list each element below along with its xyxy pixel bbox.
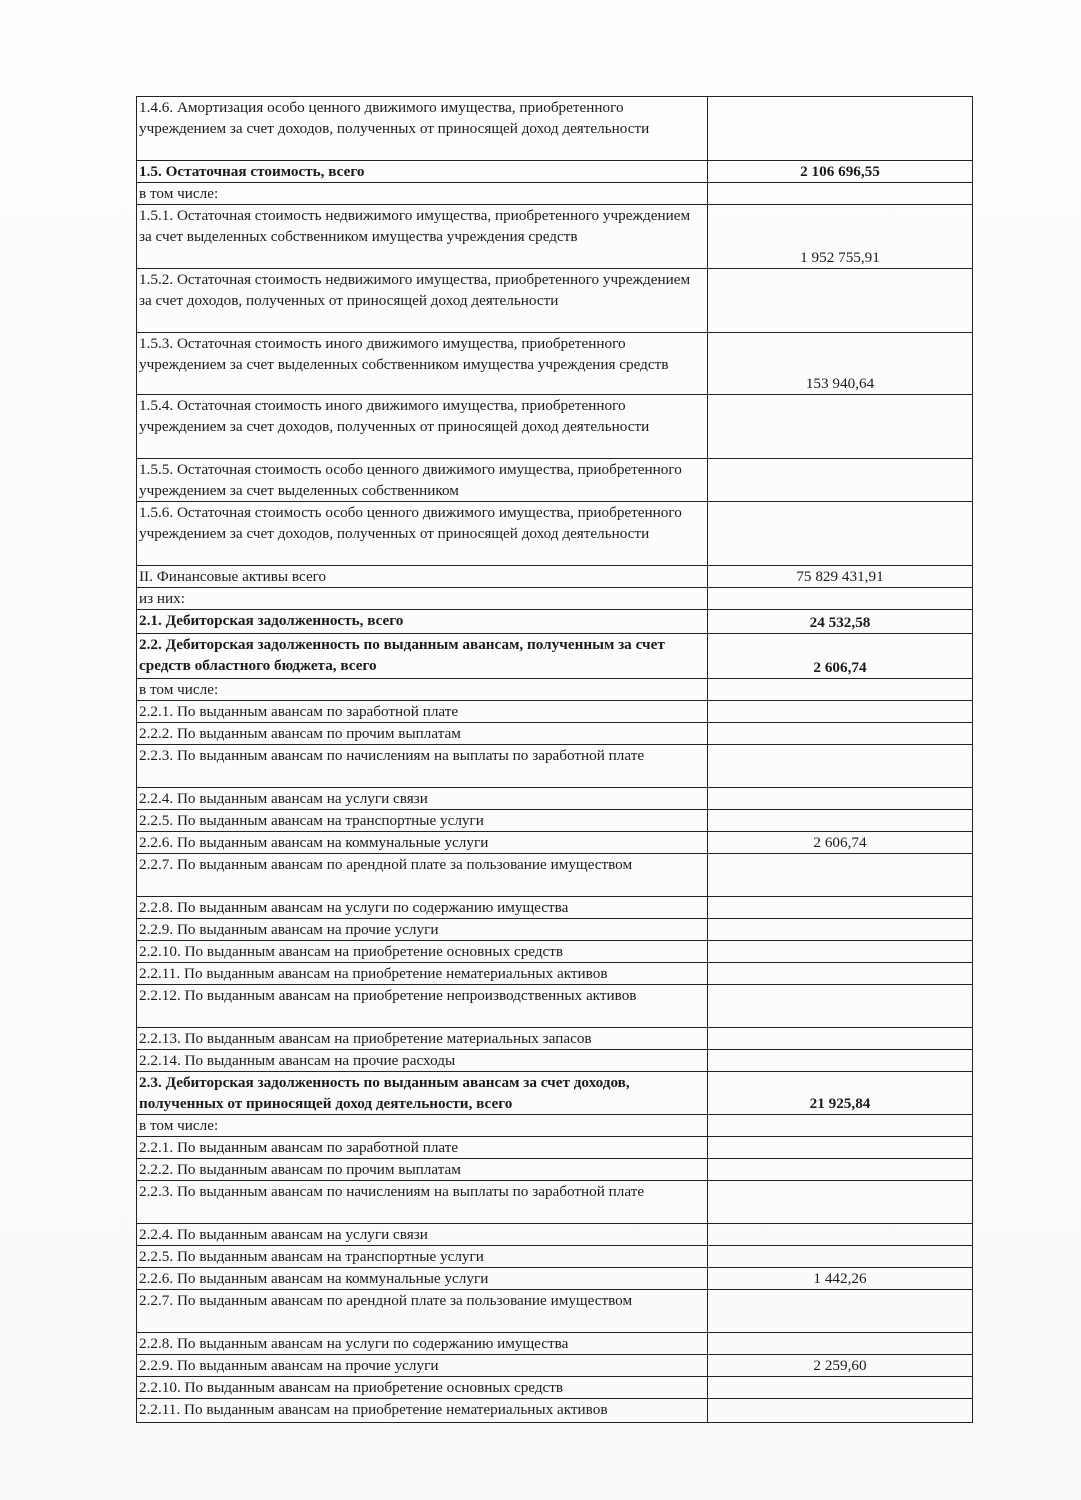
row-value: 2 606,74 bbox=[813, 659, 867, 676]
row-label: из них: bbox=[139, 590, 185, 607]
row-value-cell bbox=[708, 788, 973, 810]
row-label: в том числе: bbox=[139, 1117, 219, 1134]
row-label-cell bbox=[137, 1050, 708, 1072]
table-row bbox=[137, 502, 973, 566]
row-label-cell bbox=[137, 941, 708, 963]
table-row bbox=[137, 395, 973, 459]
table-row bbox=[137, 1115, 973, 1137]
row-value: 21 925,84 bbox=[809, 1095, 871, 1112]
row-value-cell bbox=[708, 1399, 973, 1423]
row-label: 2.2.7. По выданным авансам по арендной плате за пользование имуществом bbox=[139, 1292, 633, 1309]
row-value-cell bbox=[708, 1159, 973, 1181]
row-label: 2.2. Дебиторская задолженность по выданным авансам, полученным за счет средств областного бюджета, всего bbox=[139, 636, 665, 674]
table-row bbox=[137, 1355, 973, 1377]
row-value-cell bbox=[708, 963, 973, 985]
row-label: в том числе: bbox=[139, 681, 219, 698]
row-label-cell bbox=[137, 1268, 708, 1290]
financial-report-table bbox=[136, 96, 973, 1423]
row-value-cell bbox=[708, 679, 973, 701]
row-label: 2.2.12. По выданным авансам на приобретение непроизводственных активов bbox=[139, 987, 637, 1004]
row-label-cell bbox=[137, 679, 708, 701]
table-row bbox=[137, 205, 973, 269]
row-value-cell bbox=[708, 1072, 973, 1115]
row-label: 2.2.6. По выданным авансам на коммунальные услуги bbox=[139, 1270, 489, 1287]
table-row bbox=[137, 588, 973, 610]
table-row bbox=[137, 1050, 973, 1072]
row-value-cell bbox=[708, 701, 973, 723]
row-label: 2.1. Дебиторская задолженность, всего bbox=[139, 612, 404, 629]
row-label: 2.2.4. По выданным авансам на услуги связи bbox=[139, 1226, 428, 1243]
table-row bbox=[137, 1333, 973, 1355]
row-label: 2.2.6. По выданным авансам на коммунальные услуги bbox=[139, 834, 489, 851]
table-row bbox=[137, 1181, 973, 1224]
row-value-cell bbox=[708, 1224, 973, 1246]
row-label-cell bbox=[137, 788, 708, 810]
row-label: 2.2.3. По выданным авансам по начислениям на выплаты по заработной плате bbox=[139, 747, 645, 764]
row-value: 2 606,74 bbox=[813, 834, 867, 851]
row-label: 2.2.8. По выданным авансам на услуги по содержанию имущества bbox=[139, 899, 569, 916]
table-row bbox=[137, 1290, 973, 1333]
table-row bbox=[137, 788, 973, 810]
row-value-cell bbox=[708, 745, 973, 788]
row-value-cell bbox=[708, 502, 973, 566]
row-label: 2.2.9. По выданным авансам на прочие услуги bbox=[139, 1357, 439, 1374]
table-row bbox=[137, 832, 973, 854]
row-label: 2.2.10. По выданным авансам на приобретение основных средств bbox=[139, 1379, 564, 1396]
row-label: 2.3. Дебиторская задолженность по выданным авансам за счет доходов, полученных от приносящей доход деятельности, всего bbox=[139, 1074, 630, 1112]
row-value-cell bbox=[708, 1246, 973, 1268]
table-row bbox=[137, 1246, 973, 1268]
row-label-cell bbox=[137, 723, 708, 745]
row-value: 1 952 755,91 bbox=[800, 249, 880, 266]
table-row bbox=[137, 679, 973, 701]
row-label-cell bbox=[137, 269, 708, 333]
row-label: 1.5.4. Остаточная стоимость иного движимого имущества, приобретенного учреждением за счет доходов, полученных от приносящей доход деятельности bbox=[139, 397, 650, 435]
table-row bbox=[137, 1028, 973, 1050]
row-value-cell bbox=[708, 810, 973, 832]
row-label-cell bbox=[137, 610, 708, 634]
row-value-cell bbox=[708, 97, 973, 161]
row-label: 2.2.2. По выданным авансам по прочим выплатам bbox=[139, 725, 461, 742]
table-row bbox=[137, 897, 973, 919]
table-row bbox=[137, 1224, 973, 1246]
row-label-cell bbox=[137, 1028, 708, 1050]
row-value-cell bbox=[708, 566, 973, 588]
row-value-cell bbox=[708, 723, 973, 745]
row-label-cell bbox=[137, 333, 708, 395]
row-value-cell bbox=[708, 1028, 973, 1050]
table-row bbox=[137, 985, 973, 1028]
row-label-cell bbox=[137, 985, 708, 1028]
row-label: 2.2.5. По выданным авансам на транспортные услуги bbox=[139, 1248, 484, 1265]
row-label: 1.5.2. Остаточная стоимость недвижимого имущества, приобретенного учреждением за счет доходов, полученных от приносящей доход деятельности bbox=[139, 271, 691, 309]
table-row bbox=[137, 634, 973, 679]
table-row bbox=[137, 1137, 973, 1159]
table-row bbox=[137, 269, 973, 333]
table-row bbox=[137, 610, 973, 634]
row-label-cell bbox=[137, 183, 708, 205]
row-value: 153 940,64 bbox=[805, 375, 875, 392]
row-label-cell bbox=[137, 161, 708, 183]
row-label-cell bbox=[137, 1224, 708, 1246]
row-value-cell bbox=[708, 1333, 973, 1355]
row-label-cell bbox=[137, 1137, 708, 1159]
row-label-cell bbox=[137, 588, 708, 610]
row-label: 1.5.1. Остаточная стоимость недвижимого имущества, приобретенного учреждением за счет выделенных собственником имущества учреждения средств bbox=[139, 207, 691, 245]
row-value-cell bbox=[708, 610, 973, 634]
row-label-cell bbox=[137, 97, 708, 161]
row-value-cell bbox=[708, 919, 973, 941]
row-label: 2.2.4. По выданным авансам на услуги связи bbox=[139, 790, 428, 807]
table-row bbox=[137, 1268, 973, 1290]
row-label-cell bbox=[137, 701, 708, 723]
table-row bbox=[137, 1072, 973, 1115]
table-row bbox=[137, 333, 973, 395]
row-label: 2.2.7. По выданным авансам по арендной плате за пользование имуществом bbox=[139, 856, 633, 873]
table-row bbox=[137, 1159, 973, 1181]
row-value-cell bbox=[708, 1181, 973, 1224]
row-label: II. Финансовые активы всего bbox=[139, 568, 327, 585]
row-value-cell bbox=[708, 183, 973, 205]
row-label-cell bbox=[137, 1377, 708, 1399]
row-value-cell bbox=[708, 161, 973, 183]
row-label: 2.2.2. По выданным авансам по прочим выплатам bbox=[139, 1161, 461, 1178]
row-value: 75 829 431,91 bbox=[796, 568, 884, 585]
row-value-cell bbox=[708, 854, 973, 897]
row-label-cell bbox=[137, 832, 708, 854]
row-value-cell bbox=[708, 1290, 973, 1333]
row-label: в том числе: bbox=[139, 185, 219, 202]
row-label: 2.2.1. По выданным авансам по заработной плате bbox=[139, 703, 459, 720]
row-label-cell bbox=[137, 810, 708, 832]
table-row bbox=[137, 723, 973, 745]
row-value-cell bbox=[708, 459, 973, 502]
row-label: 2.2.5. По выданным авансам на транспортные услуги bbox=[139, 812, 484, 829]
row-label-cell bbox=[137, 854, 708, 897]
report-table-body bbox=[137, 97, 973, 1423]
row-value-cell bbox=[708, 1115, 973, 1137]
row-value: 24 532,58 bbox=[809, 614, 871, 631]
table-row bbox=[137, 919, 973, 941]
row-label: 2.2.8. По выданным авансам на услуги по содержанию имущества bbox=[139, 1335, 569, 1352]
row-value-cell bbox=[708, 634, 973, 679]
table-row bbox=[137, 963, 973, 985]
row-label-cell bbox=[137, 395, 708, 459]
row-label: 1.5. Остаточная стоимость, всего bbox=[139, 163, 365, 180]
row-label: 2.2.13. По выданным авансам на приобретение материальных запасов bbox=[139, 1030, 592, 1047]
row-value-cell bbox=[708, 395, 973, 459]
row-label-cell bbox=[137, 1355, 708, 1377]
row-value-cell bbox=[708, 832, 973, 854]
row-value: 2 106 696,55 bbox=[800, 163, 880, 180]
row-label-cell bbox=[137, 205, 708, 269]
row-value-cell bbox=[708, 1137, 973, 1159]
row-label: 1.5.5. Остаточная стоимость особо ценного движимого имущества, приобретенного учреждением за счет выделенных собственником bbox=[139, 461, 682, 499]
row-label-cell bbox=[137, 919, 708, 941]
row-label-cell bbox=[137, 1181, 708, 1224]
table-row bbox=[137, 566, 973, 588]
row-label: 1.5.6. Остаточная стоимость особо ценного движимого имущества, приобретенного учреждением за счет доходов, полученных от приносящей доход деятельности bbox=[139, 504, 682, 542]
row-value-cell bbox=[708, 941, 973, 963]
row-value: 2 259,60 bbox=[813, 1357, 867, 1374]
row-value: 1 442,26 bbox=[813, 1270, 867, 1287]
row-label-cell bbox=[137, 1399, 708, 1423]
row-label: 1.5.3. Остаточная стоимость иного движимого имущества, приобретенного учреждением за счет выделенных собственником имущества учреждения средств bbox=[139, 335, 669, 373]
table-row bbox=[137, 183, 973, 205]
row-label: 2.2.10. По выданным авансам на приобретение основных средств bbox=[139, 943, 564, 960]
row-label: 2.2.14. По выданным авансам на прочие расходы bbox=[139, 1052, 456, 1069]
row-label: 1.4.6. Амортизация особо ценного движимого имущества, приобретенного учреждением за счет доходов, полученных от приносящей доход деятельности bbox=[139, 99, 650, 137]
table-row bbox=[137, 459, 973, 502]
row-label-cell bbox=[137, 1333, 708, 1355]
table-row bbox=[137, 810, 973, 832]
row-label: 2.2.3. По выданным авансам по начислениям на выплаты по заработной плате bbox=[139, 1183, 645, 1200]
table-row bbox=[137, 1399, 973, 1423]
row-value-cell bbox=[708, 1268, 973, 1290]
row-label-cell bbox=[137, 1290, 708, 1333]
row-value-cell bbox=[708, 333, 973, 395]
row-label-cell bbox=[137, 1159, 708, 1181]
table-row bbox=[137, 941, 973, 963]
row-label-cell bbox=[137, 1246, 708, 1268]
table-row bbox=[137, 701, 973, 723]
row-value-cell bbox=[708, 985, 973, 1028]
row-label-cell bbox=[137, 459, 708, 502]
row-value-cell bbox=[708, 1050, 973, 1072]
row-label: 2.2.11. По выданным авансам на приобретение нематериальных активов bbox=[139, 965, 608, 982]
row-label-cell bbox=[137, 963, 708, 985]
row-label-cell bbox=[137, 897, 708, 919]
row-label-cell bbox=[137, 502, 708, 566]
table-row bbox=[137, 745, 973, 788]
row-value-cell bbox=[708, 1355, 973, 1377]
table-row bbox=[137, 1377, 973, 1399]
row-label-cell bbox=[137, 1072, 708, 1115]
row-label-cell bbox=[137, 745, 708, 788]
table-row bbox=[137, 161, 973, 183]
row-label: 2.2.11. По выданным авансам на приобретение нематериальных активов bbox=[139, 1401, 608, 1418]
row-value-cell bbox=[708, 588, 973, 610]
row-label: 2.2.1. По выданным авансам по заработной плате bbox=[139, 1139, 459, 1156]
row-label-cell bbox=[137, 1115, 708, 1137]
row-value-cell bbox=[708, 205, 973, 269]
row-value-cell bbox=[708, 897, 973, 919]
row-value-cell bbox=[708, 269, 973, 333]
table-row bbox=[137, 97, 973, 161]
row-label: 2.2.9. По выданным авансам на прочие услуги bbox=[139, 921, 439, 938]
row-label-cell bbox=[137, 566, 708, 588]
table-row bbox=[137, 854, 973, 897]
row-label-cell bbox=[137, 634, 708, 679]
row-value-cell bbox=[708, 1377, 973, 1399]
